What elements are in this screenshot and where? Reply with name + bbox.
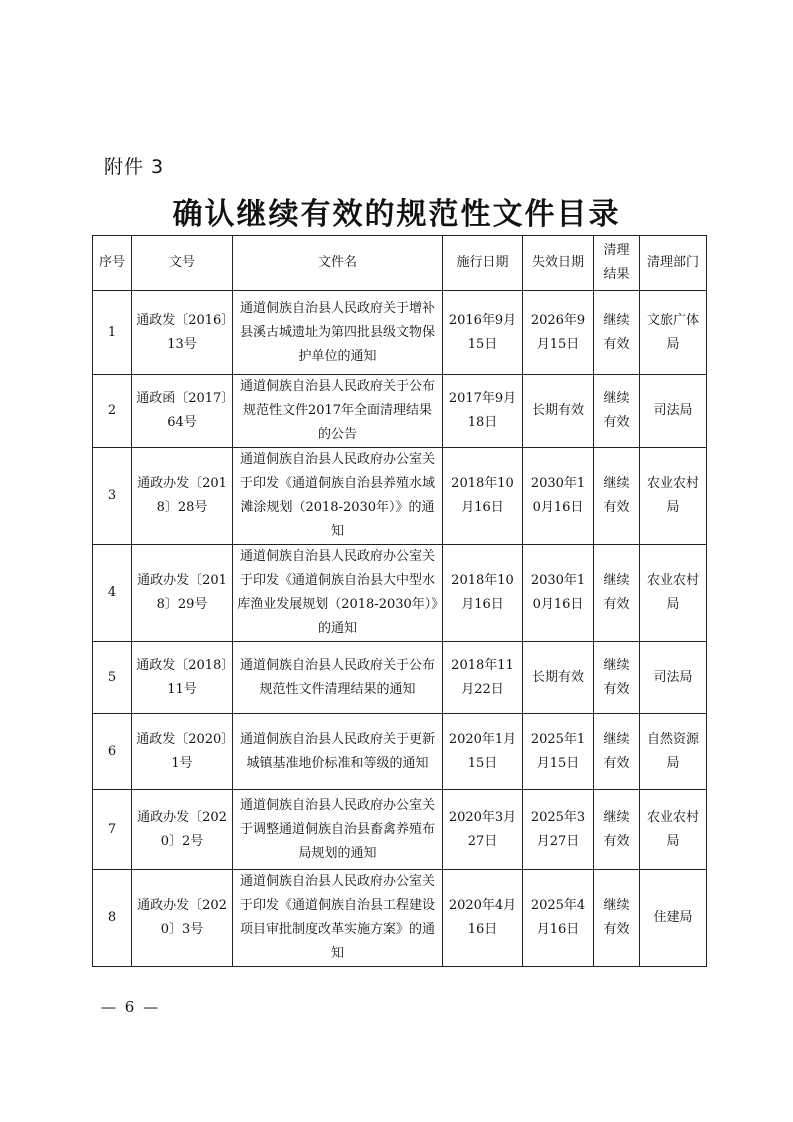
cell-doc-name: 通道侗族自治县人民政府办公室关于印发《通道侗族自治县工程建设项目审批制度改革实施方案》的通知 [233, 870, 443, 967]
cell-seq: 3 [93, 448, 132, 545]
cell-doc-name: 通道侗族自治县人民政府关于公布规范性文件清理结果的通知 [233, 642, 443, 714]
cell-result: 继续有效 [594, 870, 640, 967]
cell-department: 自然资源局 [640, 714, 707, 790]
cell-expiry: 2025年4月16日 [523, 870, 594, 967]
cell-doc-name: 通道侗族自治县人民政府关于更新城镇基准地价标准和等级的通知 [233, 714, 443, 790]
table-row [93, 642, 707, 714]
cell-seq: 5 [93, 642, 132, 714]
cell-department: 住建局 [640, 870, 707, 967]
table-row [93, 545, 707, 642]
header-result: 清理结果 [594, 236, 640, 291]
cell-doc-name: 通道侗族自治县人民政府办公室关于印发《通道侗族自治县大中型水库渔业发展规划（2018-2030年）》的通知 [233, 545, 443, 642]
header-seq: 序号 [93, 236, 132, 291]
cell-department: 农业农村局 [640, 790, 707, 870]
attachment-label: 附件 3 [104, 156, 165, 178]
cell-effective-date: 2020年4月16日 [443, 870, 523, 967]
cell-doc-no: 通政发〔2018〕11号 [132, 642, 233, 714]
cell-doc-name: 通道侗族自治县人民政府办公室关于调整通道侗族自治县畜禽养殖布局规划的通知 [233, 790, 443, 870]
header-doc-no: 文号 [132, 236, 233, 291]
header-doc-name: 文件名 [233, 236, 443, 291]
cell-expiry: 长期有效 [523, 375, 594, 448]
cell-expiry: 2026年9月15日 [523, 291, 594, 375]
cell-effective-date: 2017年9月18日 [443, 375, 523, 448]
cell-result: 继续有效 [594, 790, 640, 870]
cell-effective-date: 2018年11月22日 [443, 642, 523, 714]
cell-expiry: 2025年1月15日 [523, 714, 594, 790]
table-row [93, 375, 707, 448]
cell-doc-name: 通道侗族自治县人民政府办公室关于印发《通道侗族自治县养殖水域滩涂规划（2018-2030年）》的通知 [233, 448, 443, 545]
cell-seq: 4 [93, 545, 132, 642]
cell-expiry: 2025年3月27日 [523, 790, 594, 870]
cell-seq: 8 [93, 870, 132, 967]
header-effective-date: 施行日期 [443, 236, 523, 291]
cell-department: 农业农村局 [640, 448, 707, 545]
cell-effective-date: 2018年10月16日 [443, 545, 523, 642]
cell-doc-no: 通政办发〔2020〕2号 [132, 790, 233, 870]
cell-result: 继续有效 [594, 714, 640, 790]
cell-effective-date: 2020年3月27日 [443, 790, 523, 870]
cell-expiry: 2030年10月16日 [523, 545, 594, 642]
cell-effective-date: 2020年1月15日 [443, 714, 523, 790]
cell-seq: 6 [93, 714, 132, 790]
header-department: 清理部门 [640, 236, 707, 291]
cell-effective-date: 2018年10月16日 [443, 448, 523, 545]
cell-seq: 1 [93, 291, 132, 375]
cell-department: 司法局 [640, 642, 707, 714]
cell-department: 司法局 [640, 375, 707, 448]
cell-doc-no: 通政发〔2020〕1号 [132, 714, 233, 790]
cell-doc-no: 通政办发〔2018〕29号 [132, 545, 233, 642]
cell-result: 继续有效 [594, 375, 640, 448]
cell-doc-name: 通道侗族自治县人民政府关于增补县溪古城遗址为第四批县级文物保护单位的通知 [233, 291, 443, 375]
cell-department: 农业农村局 [640, 545, 707, 642]
table-row [93, 790, 707, 870]
cell-result: 继续有效 [594, 642, 640, 714]
document-title: 确认继续有效的规范性文件目录 [172, 197, 621, 232]
cell-result: 继续有效 [594, 545, 640, 642]
cell-seq: 2 [93, 375, 132, 448]
cell-result: 继续有效 [594, 448, 640, 545]
cell-expiry: 长期有效 [523, 642, 594, 714]
cell-seq: 7 [93, 790, 132, 870]
table-row [93, 870, 707, 967]
cell-doc-no: 通政函〔2017〕64号 [132, 375, 233, 448]
cell-doc-no: 通政办发〔2020〕3号 [132, 870, 233, 967]
page-number: — 6 — [101, 998, 161, 1016]
cell-department: 文旅广体局 [640, 291, 707, 375]
header-expiry: 失效日期 [523, 236, 594, 291]
cell-effective-date: 2016年9月15日 [443, 291, 523, 375]
cell-doc-no: 通政办发〔2018〕28号 [132, 448, 233, 545]
cell-result: 继续有效 [594, 291, 640, 375]
document-table [92, 235, 707, 967]
cell-doc-no: 通政发〔2016〕13号 [132, 291, 233, 375]
table-row [93, 714, 707, 790]
cell-doc-name: 通道侗族自治县人民政府关于公布规范性文件2017年全面清理结果的公告 [233, 375, 443, 448]
table-header-row [93, 236, 707, 291]
cell-expiry: 2030年10月16日 [523, 448, 594, 545]
table-row [93, 448, 707, 545]
table-row [93, 291, 707, 375]
